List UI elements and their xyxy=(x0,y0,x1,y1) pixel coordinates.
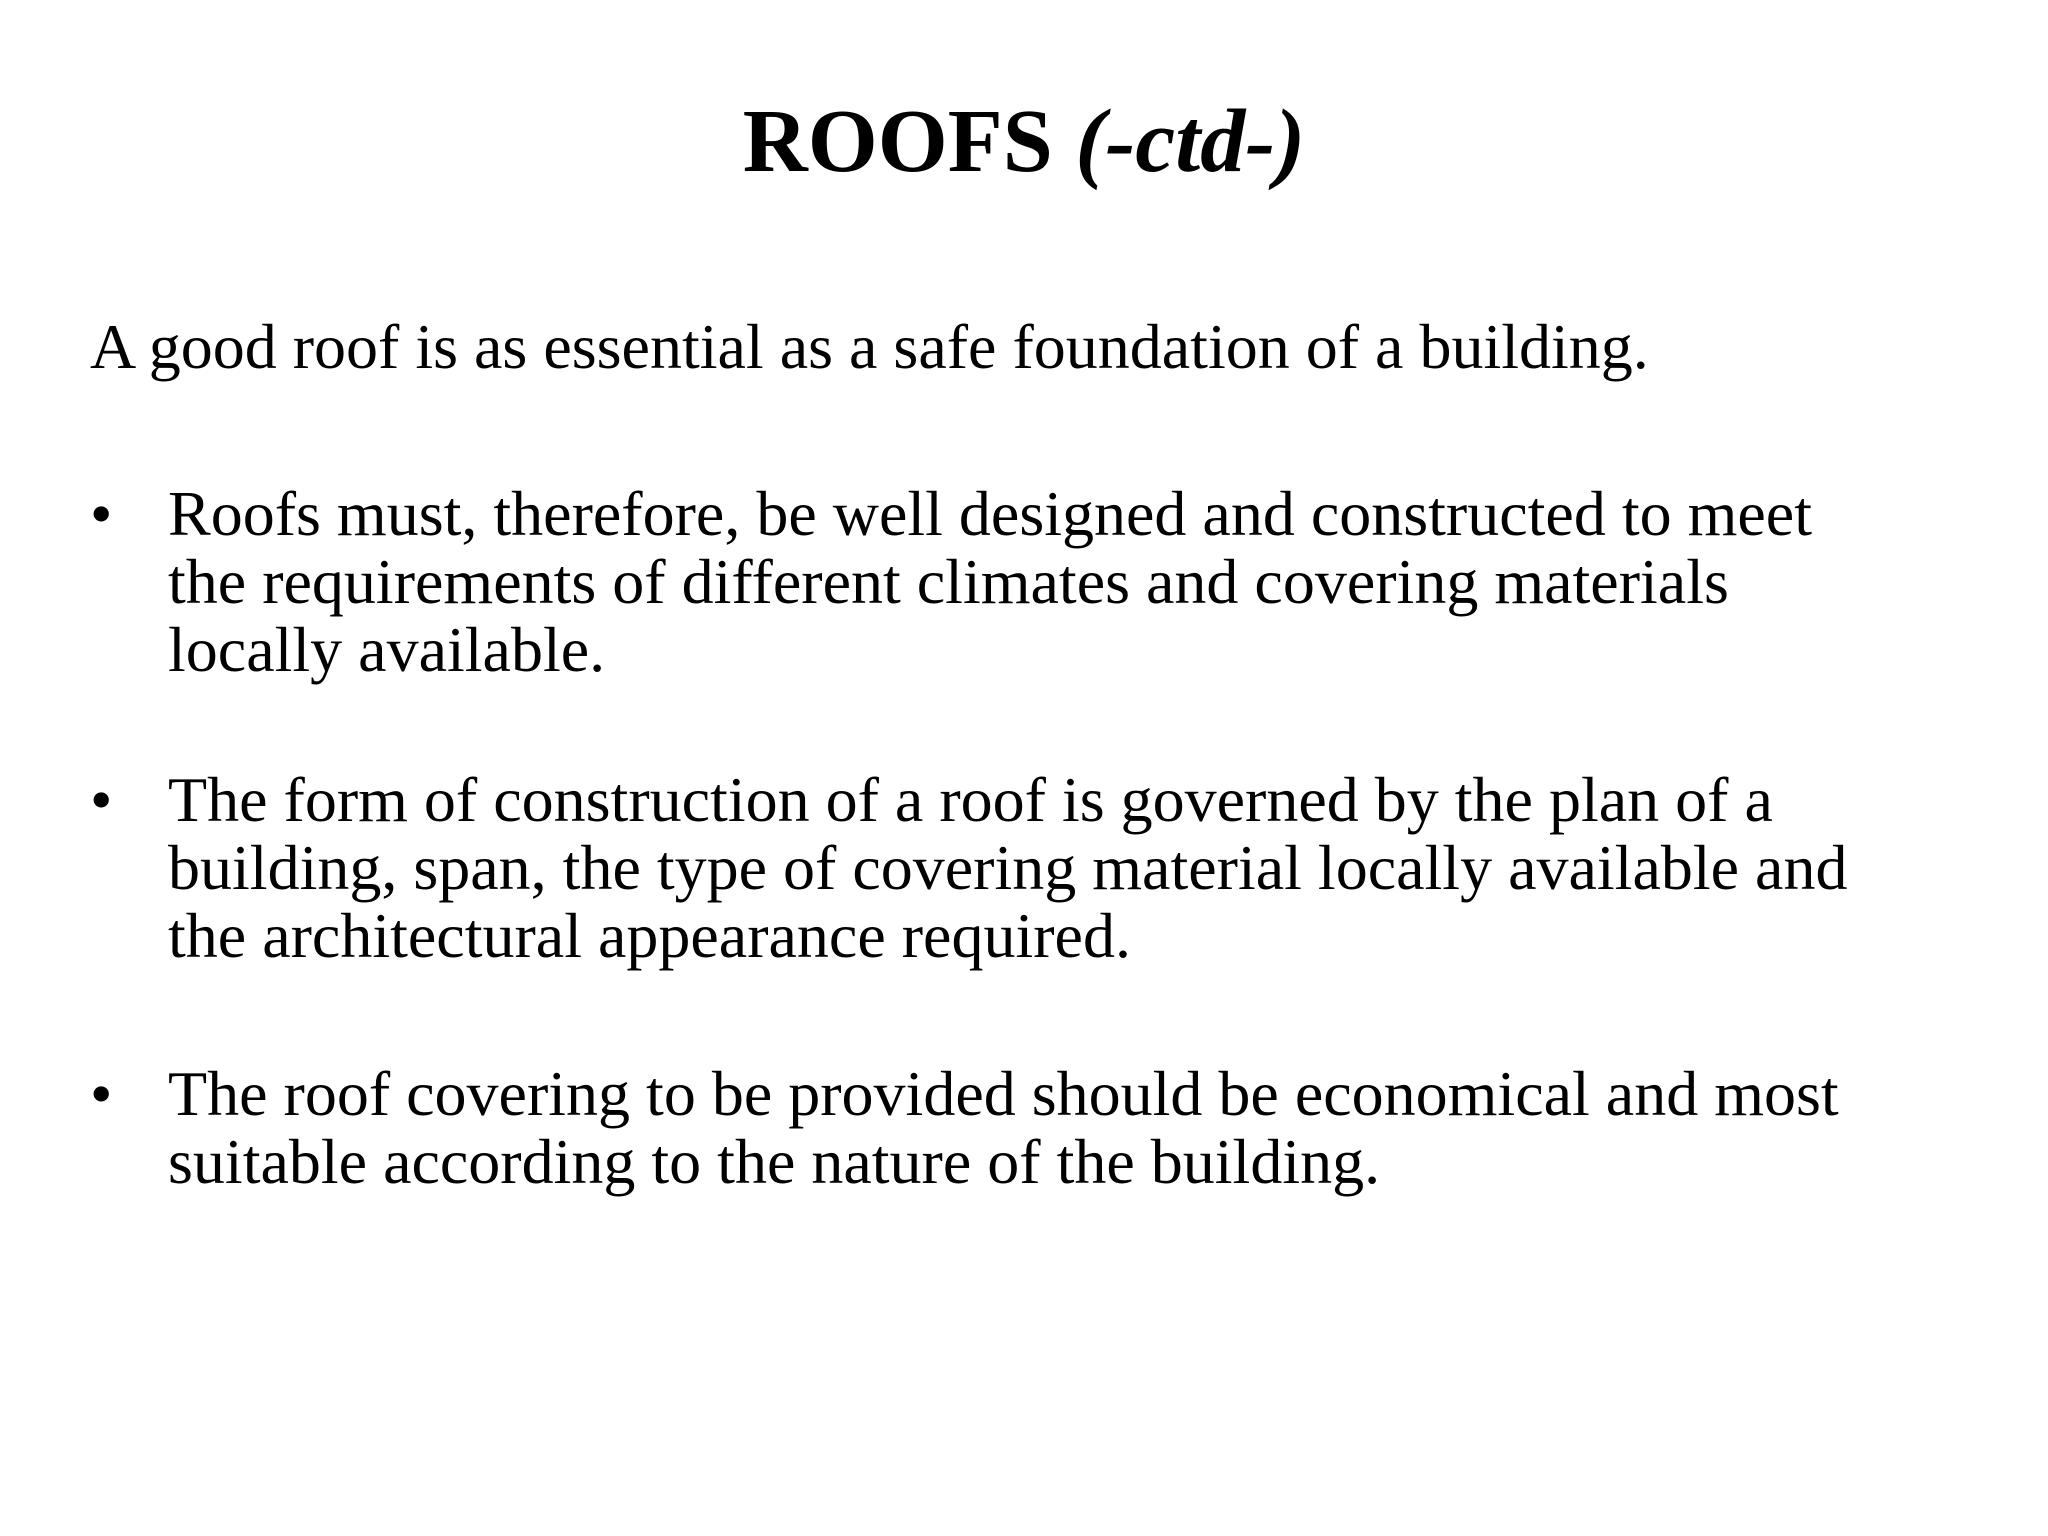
bullet-line: The roof covering to be provided should be economical and most xyxy=(168,1058,1839,1129)
bullet-dot: • xyxy=(90,478,113,549)
slide-title-suffix: (-ctd-) xyxy=(1075,92,1306,191)
bullet-text xyxy=(168,766,2028,970)
bullet-text xyxy=(168,1060,2028,1196)
bullet-line: Roofs must, therefore, be well designed and constructed to meet xyxy=(168,478,1812,549)
slide-title-main: ROOFS xyxy=(742,92,1053,191)
bullet-dot: • xyxy=(90,1058,113,1129)
bullet-dot: • xyxy=(90,764,113,835)
intro-text: A good roof is as essential as a safe foundation of a building. xyxy=(90,311,1649,382)
bullet-line: The form of construction of a roof is governed by the plan of a xyxy=(168,764,1773,835)
bullet-line: the requirements of different climates and covering materials xyxy=(168,546,1729,617)
bullet-line: locally available. xyxy=(168,614,606,685)
bullet-text xyxy=(168,480,2028,684)
bullet-line: suitable according to the nature of the building. xyxy=(168,1126,1381,1197)
bullet-line: building, span, the type of covering material locally available and xyxy=(168,832,1848,903)
bullet-line: the architectural appearance required. xyxy=(168,900,1131,971)
